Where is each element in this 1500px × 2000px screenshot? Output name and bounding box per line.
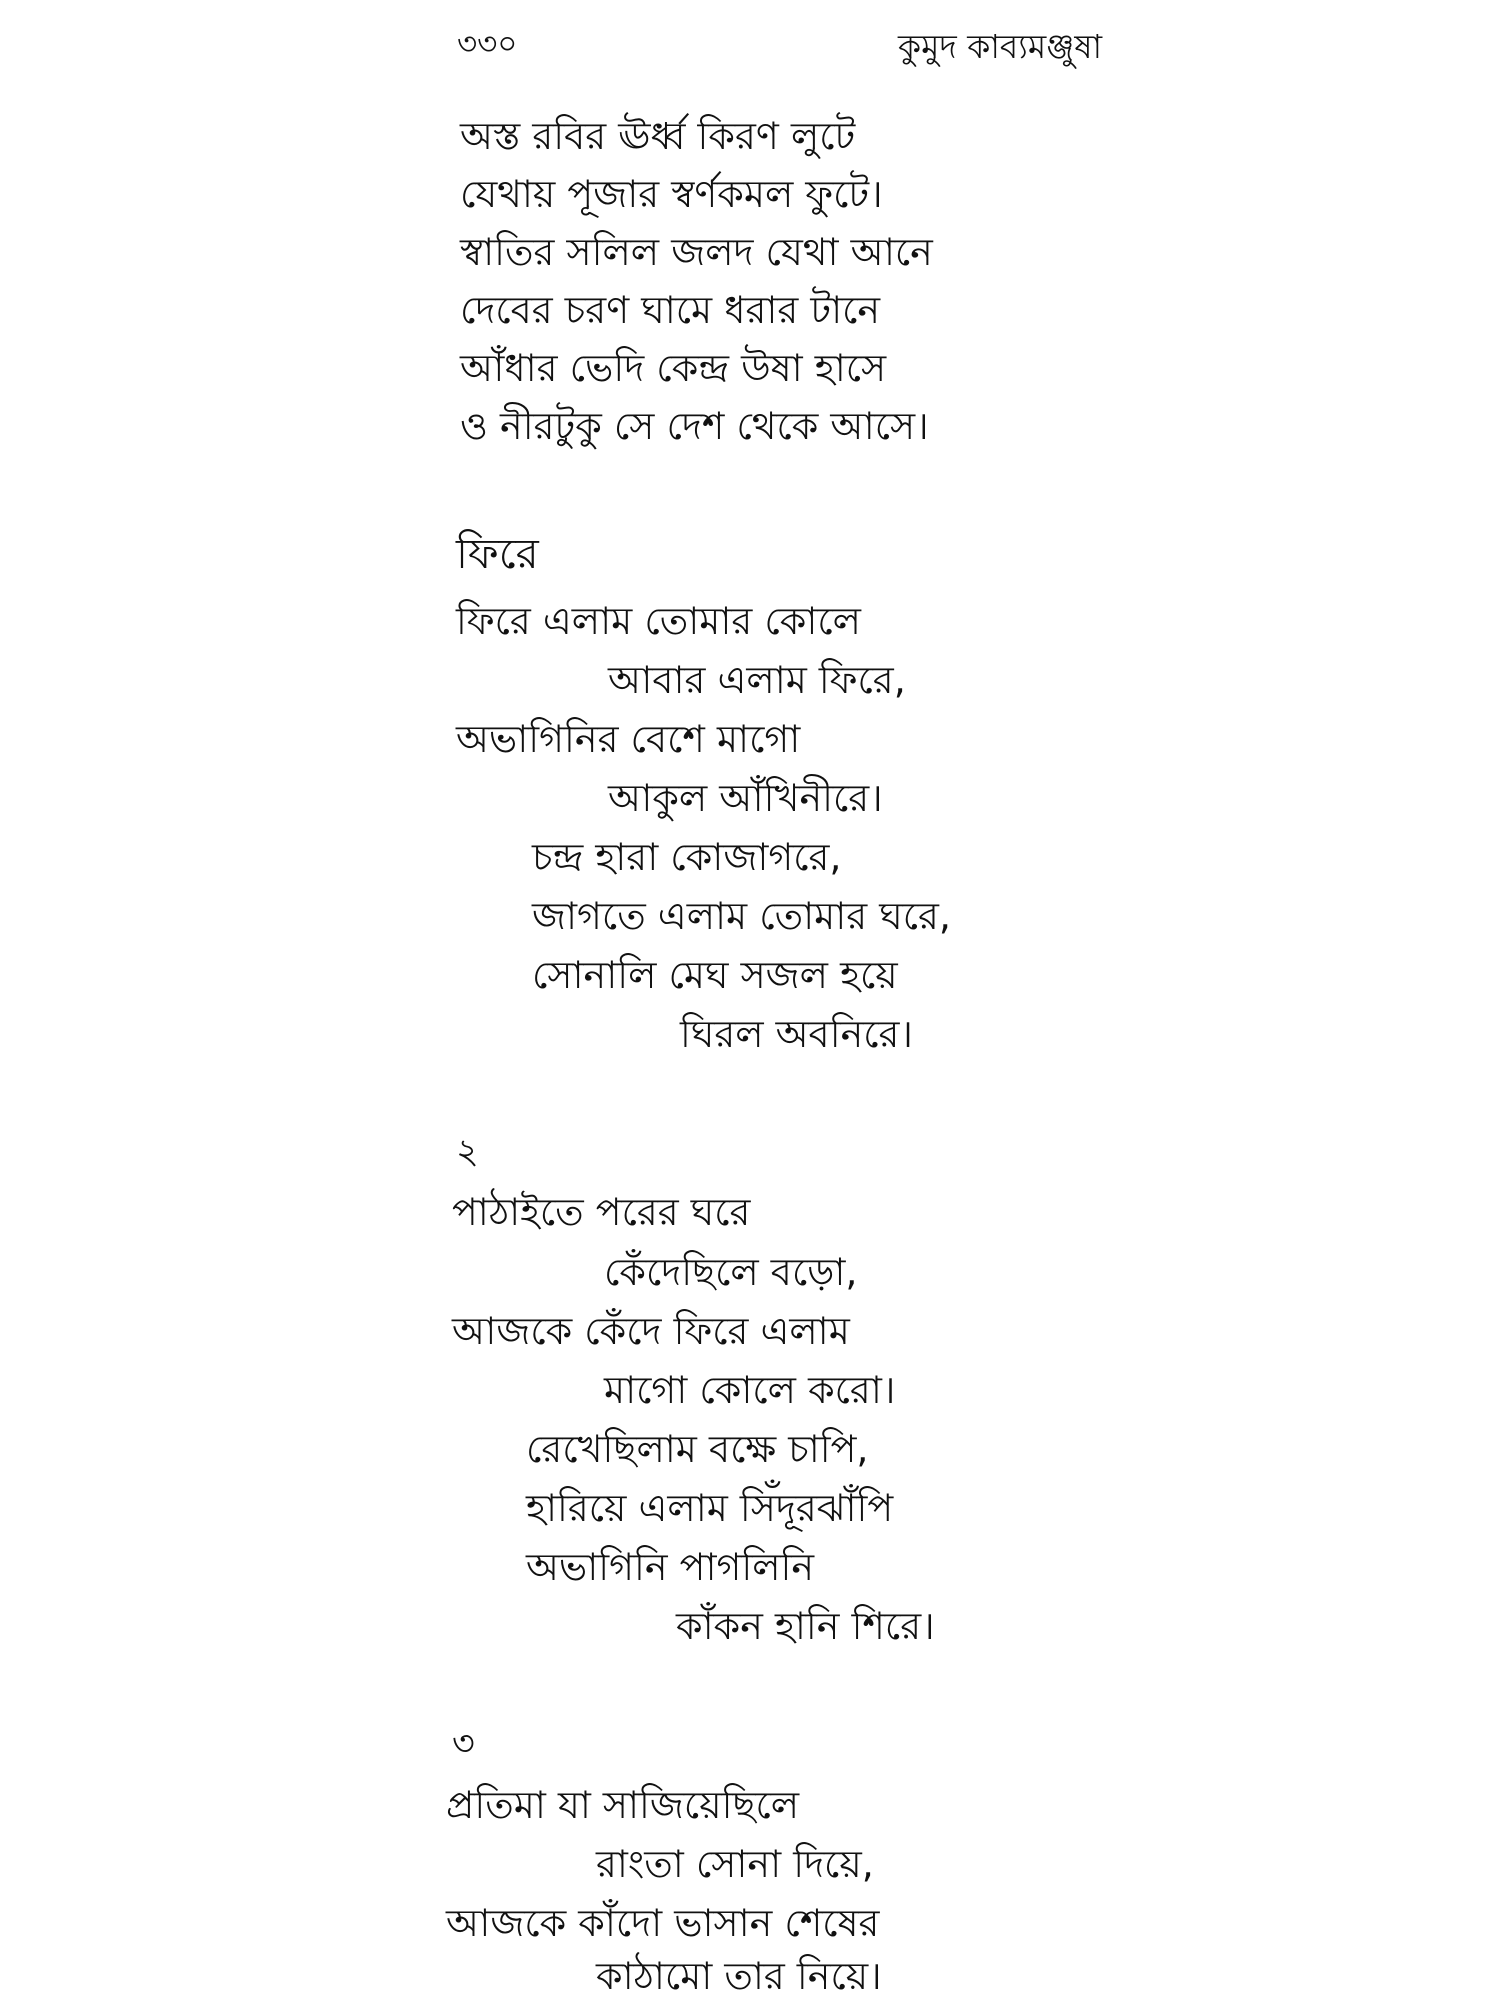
verse-line: মাগো কোলে করো। — [604, 1368, 896, 1412]
verse-line: আঁধার ভেদি কেন্দ্র উষা হাসে — [460, 346, 887, 390]
verse-line: রেখেছিলাম বক্ষে চাপি, — [526, 1427, 869, 1471]
verse-line: দেবের চরণ ঘামে ধরার টানে — [460, 288, 881, 332]
verse-line: আবার এলাম ফিরে, — [608, 658, 906, 702]
verse-line: ও নীরটুকু সে দেশ থেকে আসে। — [460, 404, 929, 448]
section-number: ২ — [456, 1132, 479, 1172]
verse-line: হারিয়ে এলাম সিঁদূরঝাঁপি — [526, 1486, 894, 1530]
verse-line: সোনালি মেঘ সজল হয়ে — [532, 953, 898, 997]
section-number: ৩ — [452, 1724, 475, 1764]
verse-line: আজকে কাঁদো ভাসান শেষের — [446, 1901, 880, 1945]
verse-line: কেঁদেছিলে বড়ো, — [604, 1250, 858, 1294]
verse-line: চন্দ্র হারা কোজাগরে, — [532, 835, 842, 879]
verse-line: যেথায় পূজার স্বর্ণকমল ফুটে। — [460, 172, 883, 216]
verse-line: আজকে কেঁদে ফিরে এলাম — [452, 1309, 850, 1353]
running-head-book-title: কুমুদ কাব্যমঞ্জুষা — [898, 27, 1103, 66]
poem-title: ফিরে — [456, 529, 539, 578]
verse-line: ফিরে এলাম তোমার কোলে — [456, 599, 861, 643]
verse-line: জাগতে এলাম তোমার ঘরে, — [532, 894, 951, 938]
verse-line: পাঠাইতে পরের ঘরে — [452, 1190, 751, 1234]
verse-line: অভাগিনির বেশে মাগো — [456, 717, 801, 761]
page-number: ৩৩০ — [457, 26, 518, 62]
verse-line: অভাগিনি পাগলিনি — [526, 1545, 815, 1589]
verse-line: রাংতা সোনা দিয়ে, — [596, 1842, 874, 1886]
verse-line: কাঁকন হানি শিরে। — [676, 1604, 935, 1648]
verse-line: অস্ত রবির ঊর্ধ্ব কিরণ লুটে — [460, 114, 856, 158]
verse-line: আকুল আঁখিনীরে। — [608, 776, 883, 820]
verse-line: স্বাতির সলিল জলদ যেথা আনে — [460, 230, 933, 274]
verse-line: প্রতিমা যা সাজিয়েছিলে — [446, 1783, 800, 1827]
verse-line: কাঠামো তার নিয়ে। — [596, 1954, 882, 1998]
verse-line: ঘিরল অবনিরে। — [680, 1012, 914, 1056]
